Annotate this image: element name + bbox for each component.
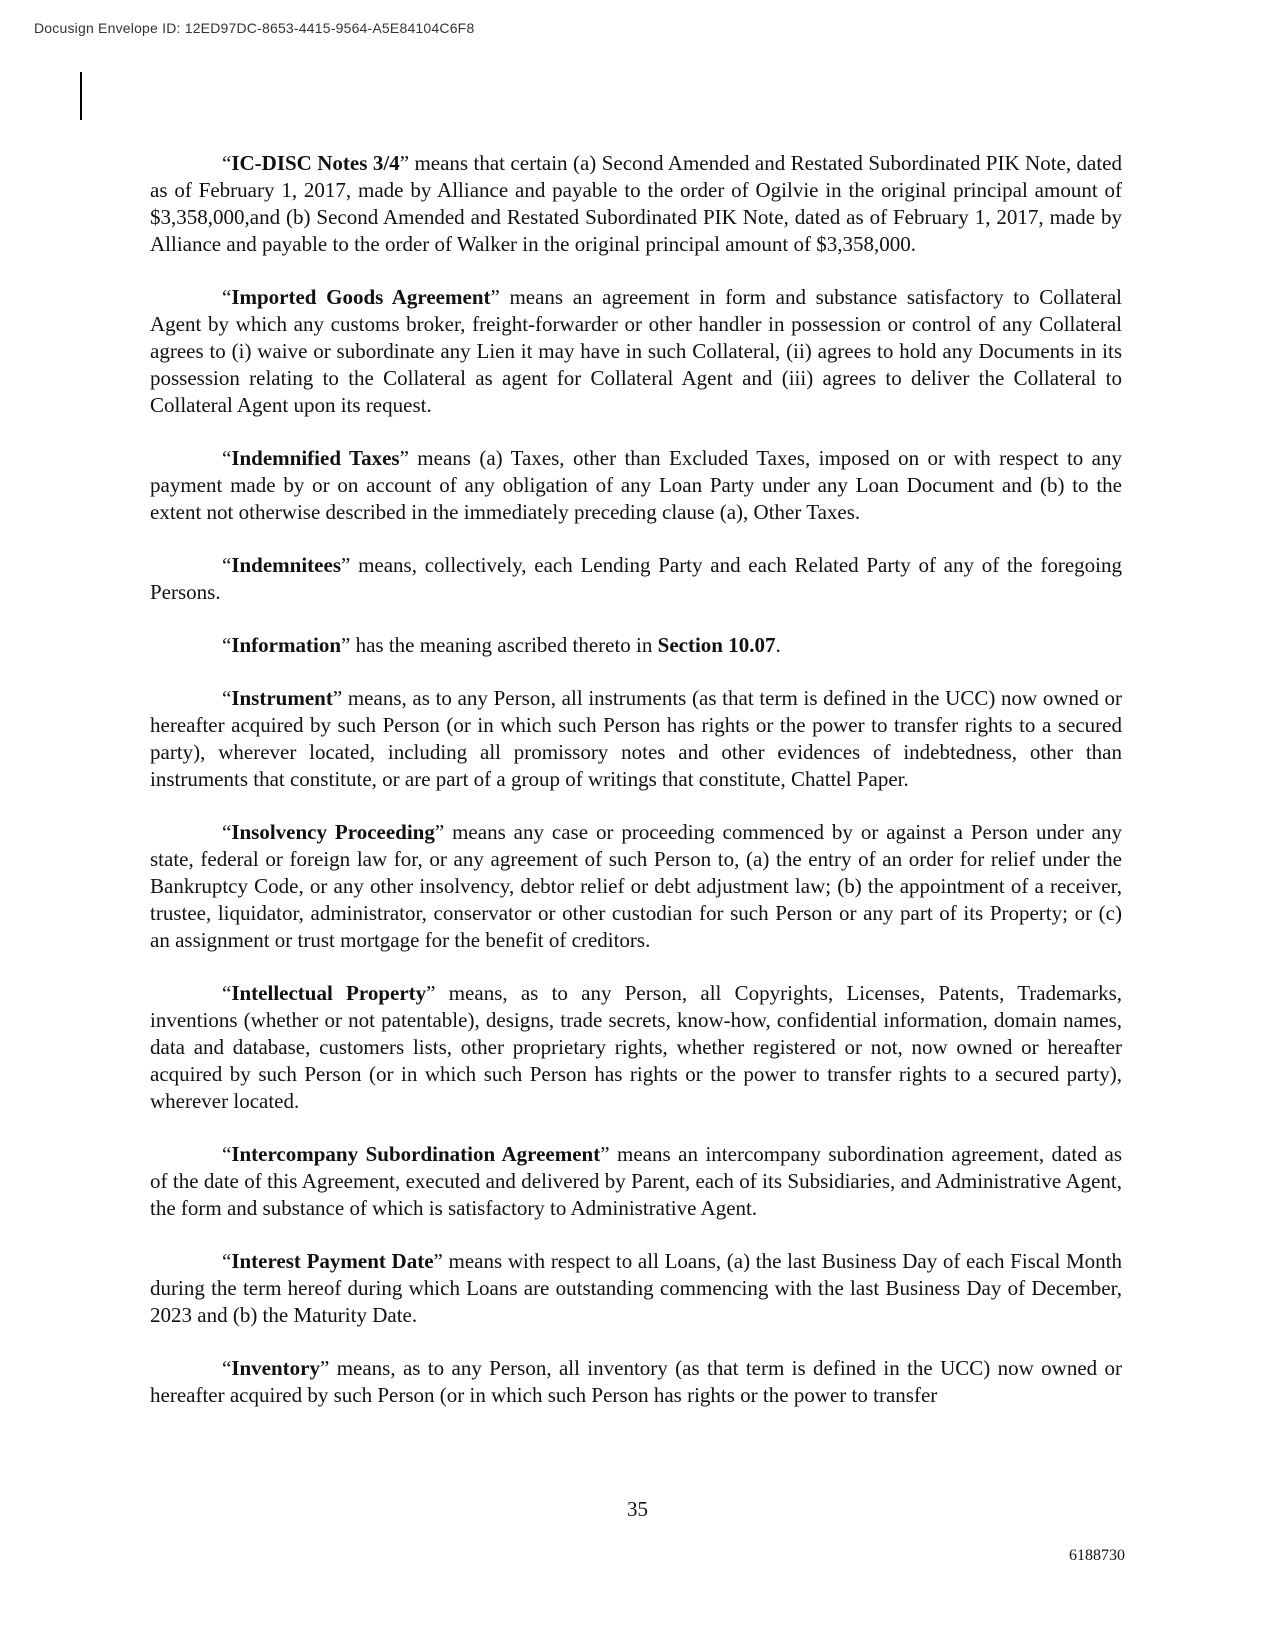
defined-term: Imported Goods Agreement: [231, 285, 491, 309]
definition-indemnified-taxes: [150, 445, 1122, 526]
page-number: 35: [627, 1497, 648, 1521]
quote-open: “: [222, 981, 232, 1005]
definition-text: means, as to any Person, all inventory (as that term is defined in the UCC) now owned or hereafter acquired by such Person (or in which such Person has rights or the power to transfer: [150, 1356, 1122, 1407]
definition-text: means an agreement in form and substance satisfactory to Collateral Agent by which any customs broker, freight-forwarder or other handler in possession or control of any Collateral agrees to (i) waive or subordinate any Lien it may have in such Collateral, (ii) agrees to hold any Documents in its possession relating to the Collateral as agent for Collateral Agent and (iii) agrees to deliver the Collateral to Collateral Agent upon its request.: [150, 285, 1123, 417]
definition-text: means, as to any Person, all Copyrights, Licenses, Patents, Trademarks, inventions (whether or not patentable), designs, trade secrets, know-how, confidential information, domain names, data and database, customers lists, other proprietary rights, whether registered or not, now owned or hereafter acquired by such Person (or in which such Person has rights or the power to transfer rights to a secured party), wherever located.: [150, 981, 1122, 1113]
quote-open: “: [222, 446, 232, 470]
quote-open: “: [222, 1142, 232, 1166]
quote-close: ”: [332, 686, 343, 710]
definition-information: [150, 632, 1122, 659]
quote-open: “: [222, 820, 232, 844]
definitions-body: [150, 150, 1122, 1435]
definition-text: means (a) Taxes, other than Excluded Taxes, imposed on or with respect to any payment made by or on account of any obligation of any Loan Party under any Loan Document and (b) to the extent not otherwise described in the immediately preceding clause (a), Other Taxes.: [150, 446, 1122, 524]
definition-interest-payment-date: [150, 1248, 1122, 1329]
definition-ic-disc-notes: [150, 150, 1122, 258]
document-number: 6188730: [1069, 1547, 1125, 1564]
revision-change-bar: [80, 72, 82, 120]
quote-open: “: [222, 285, 232, 309]
definition-text: means, collectively, each Lending Party and each Related Party of any of the foregoing Persons.: [150, 553, 1122, 604]
section-reference: Section 10.07: [657, 633, 776, 657]
defined-term: Interest Payment Date: [231, 1249, 434, 1273]
defined-term: Intellectual Property: [231, 981, 427, 1005]
quote-open: “: [222, 686, 232, 710]
quote-close: ”: [399, 446, 409, 470]
defined-term: Insolvency Proceeding: [231, 820, 435, 844]
quote-close: ”: [320, 1356, 330, 1380]
quote-open: “: [222, 151, 232, 175]
defined-term: Information: [231, 633, 341, 657]
quote-open: “: [222, 633, 232, 657]
definition-tail: .: [775, 633, 781, 657]
quote-close: ”: [399, 151, 410, 175]
defined-term: Indemnified Taxes: [231, 446, 400, 470]
quote-open: “: [222, 553, 232, 577]
definition-text: means an intercompany subordination agreement, dated as of the date of this Agreement, executed and delivered by Parent, each of its Subsidiaries, and Administrative Agent, the form and substance of which is satisfactory to Administrative Agent.: [150, 1142, 1122, 1220]
quote-close: ”: [434, 820, 445, 844]
quote-open: “: [222, 1356, 232, 1380]
quote-close: ”: [341, 553, 351, 577]
definition-text: means that certain (a) Second Amended and Restated Subordinated PIK Note, dated as of February 1, 2017, made by Alliance and payable to the order of Ogilvie in the original principal amount of $3,358,000,and (b) Second Amended and Restated Subordinated PIK Note, dated as of February 1, 2017, made by Alliance and payable to the order of Walker in the original principal amount of $3,358,000.: [150, 151, 1123, 256]
definition-instrument: [150, 685, 1122, 793]
definition-text: means with respect to all Loans, (a) the last Business Day of each Fiscal Month during the term hereof during which Loans are outstanding commencing with the last Business Day of December, 2023 and (b) the Maturity Date.: [150, 1249, 1122, 1327]
definition-imported-goods-agreement: [150, 284, 1122, 419]
defined-term: Inventory: [231, 1356, 320, 1380]
defined-term: IC-DISC Notes 3/4: [231, 151, 400, 175]
quote-close: ”: [433, 1249, 443, 1273]
quote-close: ”: [426, 981, 436, 1005]
definition-insolvency-proceeding: [150, 819, 1122, 954]
quote-close: ”: [600, 1142, 610, 1166]
envelope-id: Docusign Envelope ID: 12ED97DC-8653-4415-9564-A5E84104C6F8: [34, 20, 475, 36]
definition-text: has the meaning ascribed thereto in: [350, 633, 658, 657]
quote-open: “: [222, 1249, 232, 1273]
defined-term: Indemnitees: [231, 553, 341, 577]
definition-intercompany-subordination-agreement: [150, 1141, 1122, 1222]
quote-close: ”: [341, 633, 351, 657]
definition-inventory: [150, 1355, 1122, 1409]
definition-intellectual-property: [150, 980, 1122, 1115]
definition-text: means, as to any Person, all instruments (as that term is defined in the UCC) now owned or hereafter acquired by such Person (or in which such Person has rights or the power to transfer rights to a secured party), wherever located, including all promissory notes and other evidences of indebtedness, other than instruments that constitute, or are part of a group of writings that constitute, Chattel Paper.: [150, 686, 1122, 791]
defined-term: Instrument: [231, 686, 333, 710]
definition-text: means any case or proceeding commenced by or against a Person under any state, federal or foreign law for, or any agreement of such Person to, (a) the entry of an order for relief under the Bankruptcy Code, or any other insolvency, debtor relief or debt adjustment law; (b) the appointment of a receiver, trustee, liquidator, administrator, conservator or other custodian for such Person or any part of its Property; or (c) an assignment or trust mortgage for the benefit of creditors.: [150, 820, 1123, 952]
definition-indemnitees: [150, 552, 1122, 606]
defined-term: Intercompany Subordination Agreement: [231, 1142, 601, 1166]
quote-close: ”: [490, 285, 500, 309]
